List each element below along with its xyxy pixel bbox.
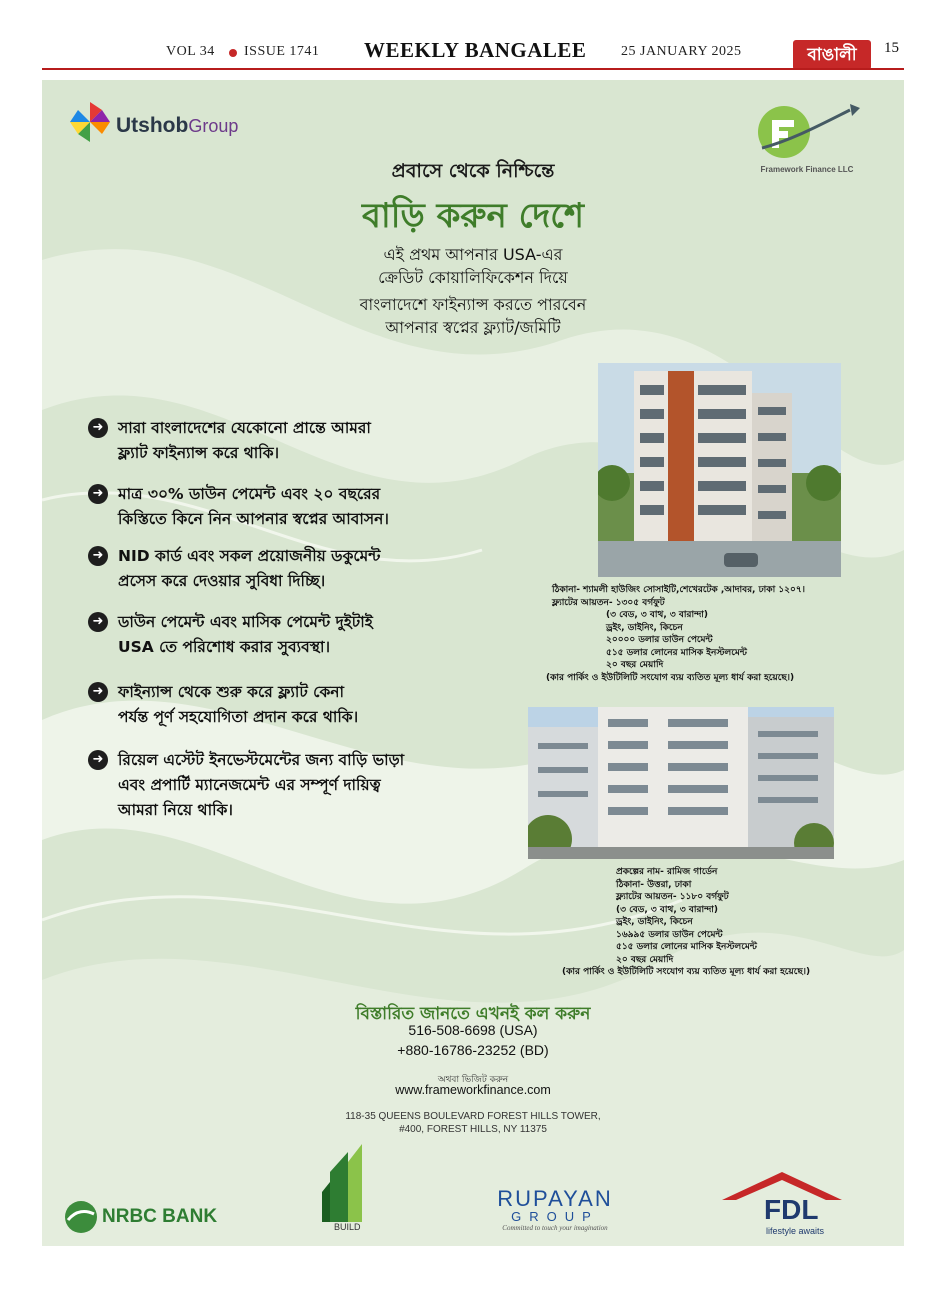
property2-details: প্রকল্পের নাম- রামিজ গার্ডেন ঠিকানা- উত্তরা, ঢাকা ফ্ল্যাটের আয়তন- ১১৮০ বর্গফুট (৩ বেড, ৩ বাথ, ৩ বারান্দা) ড্রইং, ডাইনিং, কিচেন ১৬৯৯৫ ডলার ডাউন পেমেন্ট ৫১৫ ডলার লোনের মাসিক ইনস্টলমেন্ট ২০ বছর মেয়াদি (কার পার্কিং ও ইউটিলিটি সংযোগ ব্যয় ব্যতিত মূল্য ধার্য করা হয়েছে।)	[562, 867, 811, 977]
call-to-action-title: বিস্তারিত জানতে এখনই কল করুন	[355, 1004, 591, 1024]
page-number: 15	[884, 40, 899, 56]
nrbc-bank-logo: NRBC BANK	[64, 1200, 244, 1236]
advertisement: UtshobGroup Framework Finance LLC প্রবাসে থেকে নিশ্চিন্তে বাড়ি করুন দেশে এই প্রথম আপনার USA-এর ক্রেডিট কোয়ালিফিকেশন দিয়ে বাংলাদেশে ফাইন্যান্স করতে পারবেন আপনার স্বপ্নের ফ্ল্যাট/জমিটি ➜ সারা বাংলাদেশের যেকোনো প্রান্তে আমরা ফ্ল্যাট ফাইন্যান্স করে থাকি। ➜ মাত্র ৩০% ডাউন পেমেন্ট এবং ২০ বছরের কিস্তিতে কিনে নিন আপনার স্বপ্নের আবাসন। ➜ NID কার্ড এবং সকল প্রয়োজনীয় ডকুমেন্ট প্রসেস করে দেওয়ার সুবিধা দিচ্ছি। ➜ ডাউন পেমেন্ট এবং মাসিক পেমেন্ট দুইটাই USA তে পরিশোধ করার সুব্যবস্থা। ➜ ফাইন্যান্স থেকে শুরু করে ফ্ল্যাট কেনা পর্যন্ত পূর্ণ সহযোগিতা প্রদান করে থাকি। ➜ রিয়েল এস্টেট ইনভেস্টমেন্টের জন্য বাড়ি ভাড়া এবং প্রপার্টি ম্যানেজমেন্ট এর সম্পূর্ণ দায়িত্ব আমরা নিয়ে থাকি। ঠিকানা- শ্যামলী হাউজিং সোসাইটি,শেখেরটেক ,আদাবর, ঢাকা ১২০৭। ফ্ল্যাটের আয়তন- ১৩০৫ বর্গফুট (৩ বেড, ৩ বাথ, ৩ বারান্দা) ড্রইং, ডাইনিং, কিচেন ২০০০০ ডলার ডাউন পেমেন্ট ৫১৫ ডলার লোনের মাসিক ইনস্টলমেন্ট ২০ বছর মেয়াদি (কার পার্কিং ও ইউটিলিটি সংযোগ ব্যয় ব্যতিত মূল্য ধার্য করা হয়েছে।) প্রকল্পের নাম- রামিজ গার্ডেন ঠিকানা- উত্তরা, ঢাকা ফ্ল্যাটের আয়তন- ১১৮০ বর্গফুট (৩ বেড, ৩ বাথ, ৩ বারান্দা) ড্রইং, ডাইনিং, কিচেন ১৬৯৯৫ ডলার ডাউন পেমেন্ট ৫১৫ ডলার লোনের মাসিক ইনস্টলমেন্ট ২০ বছর মেয়াদি (কার পার্কিং ও ইউটিলিটি সংযোগ ব্যয় ব্যতিত মূল্য ধার্য করা হয়েছে।) বিস্তারিত জানতে এখনই কল করুন 516-508-6698 (USA) +880-16786-23252 (BD) অথবা ভিজিট করুন www.frameworkfinance.com 118-35 QUEENS BOULEVARD FOREST HILLS TOWER, #400, FOREST HILLS, NY 11375 NRBC BANK BUILD RUPAYAN GROUP Committed to touch your imagination FDL lifestyle awaits	[42, 80, 904, 1246]
build-tower-icon	[320, 1142, 370, 1222]
website-link[interactable]: www.frameworkfinance.com	[395, 1083, 551, 1097]
build-logo: BUILD	[320, 1142, 370, 1236]
arrow-circle-icon: ➜	[88, 612, 108, 632]
publication-title: WEEKLY BANGALEE	[364, 38, 587, 62]
arrow-circle-icon: ➜	[88, 418, 108, 438]
arrow-circle-icon: ➜	[88, 546, 108, 566]
phone-usa[interactable]: 516-508-6698 (USA)	[408, 1022, 538, 1038]
masthead-logo: বাঙালী	[793, 40, 871, 70]
issue-label: ISSUE 1741	[244, 44, 320, 59]
framework-caption: Framework Finance LLC	[760, 165, 854, 174]
arrow-circle-icon: ➜	[88, 484, 108, 504]
property1-details: ঠিকানা- শ্যামলী হাউজিং সোসাইটি,শেখেরটেক ,আদাবর, ঢাকা ১২০৭। ফ্ল্যাটের আয়তন- ১৩০৫ বর্গফুট (৩ বেড, ৩ বাথ, ৩ বারান্দা) ড্রইং, ডাইনিং, কিচেন ২০০০০ ডলার ডাউন পেমেন্ট ৫১৫ ডলার লোনের মাসিক ইনস্টলমেন্ট ২০ বছর মেয়াদি (কার পার্কিং ও ইউটিলিটি সংযোগ ব্যয় ব্যতিত মূল্য ধার্য করা হয়েছে।)	[546, 585, 805, 683]
utshob-brand: UtshobGroup	[116, 114, 239, 137]
issue-date: 25 JANUARY 2025	[621, 44, 742, 59]
headline-main: বাড়ি করুন দেশে	[361, 196, 585, 236]
fdl-logo: FDL lifestyle awaits	[722, 1170, 862, 1236]
pinwheel-icon	[68, 100, 112, 144]
separator-dot	[229, 49, 237, 57]
headline-small: প্রবাসে থেকে নিশ্চিন্তে	[391, 160, 555, 182]
arrow-circle-icon: ➜	[88, 682, 108, 702]
arrow-circle-icon: ➜	[88, 750, 108, 770]
visit-label: অথবা ভিজিট করুন	[437, 1075, 509, 1085]
subline-2: ক্রেডিট কোয়ালিফিকেশন দিয়ে	[378, 268, 568, 287]
utshob-group-logo	[68, 100, 268, 148]
nrbc-globe-icon	[64, 1200, 98, 1234]
property-photo-ramiz-garden	[528, 707, 834, 859]
framework-emblem-icon	[732, 100, 882, 162]
address-line-2: #400, FOREST HILLS, NY 11375	[399, 1124, 547, 1135]
address-line-1: 118-35 QUEENS BOULEVARD FOREST HILLS TOWER,	[345, 1111, 601, 1122]
rupayan-group-logo: RUPAYAN GROUP Committed to touch your imagination	[497, 1186, 613, 1232]
subline-4: আপনার স্বপ্নের ফ্ল্যাট/জমিটি	[385, 318, 561, 337]
property-photo-shyamoli	[598, 363, 841, 577]
volume-label: VOL 34	[166, 44, 215, 59]
subline-1: এই প্রথম আপনার USA-এর	[383, 245, 563, 264]
phone-bd[interactable]: +880-16786-23252 (BD)	[397, 1042, 549, 1058]
header-rule	[42, 68, 904, 70]
subline-3: বাংলাদেশে ফাইন্যান্স করতে পারবেন	[359, 295, 587, 314]
